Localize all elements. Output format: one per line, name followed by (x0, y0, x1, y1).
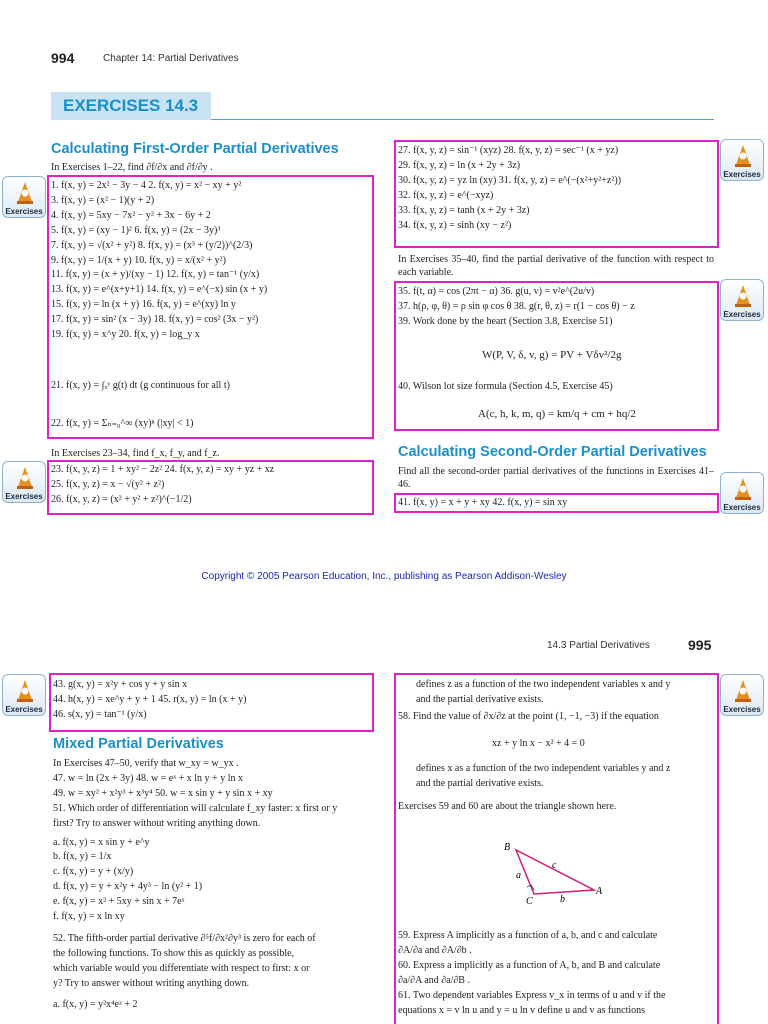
exercise-line: 32. f(x, y, z) = e^(−xyz) (398, 189, 494, 201)
vertex-label-A: A (596, 886, 603, 897)
exercise-line: 39. Work done by the heart (Section 3.8, Exercise 51) (398, 315, 613, 327)
exercise-line: 5. f(x, y) = (xy − 1)² 6. f(x, y) = (2x − 3y)³ (51, 224, 221, 236)
exercise-line: a. f(x, y) = x sin y + e^y (53, 836, 150, 848)
vertex-label-C: C (526, 896, 533, 907)
exercise-22: 22. f(x, y) = Σₙ₌₀^∞ (xy)ⁿ (|xy| < 1) (51, 418, 194, 429)
triangle-intro: Exercises 59 and 60 are about the triangle shown here. (398, 801, 617, 812)
side-label-b: b (560, 894, 565, 905)
exercise-line: d. f(x, y) = y + x²y + 4y³ − ln (y² + 1) (53, 881, 203, 893)
text-line: and the partial derivative exists. (416, 777, 544, 789)
tutor-figure-icon (733, 678, 753, 703)
exercises-button-label: Exercises (5, 705, 43, 714)
exercise-line: 4. f(x, y) = 5xy − 7x² − y² + 3x − 6y + 2 (51, 209, 211, 221)
exercises-button-label: Exercises (723, 705, 761, 714)
exercise-line: 7. f(x, y) = √(x² + y²) 8. f(x, y) = (x³ + (y/2))^(2/3) (51, 239, 253, 251)
section-heading-second-order: Calculating Second-Order Partial Derivatives (398, 444, 707, 460)
tutor-figure-icon (15, 465, 35, 490)
right-mid-text (416, 762, 670, 792)
copyright-notice: Copyright © 2005 Pearson Education, Inc., publishing as Pearson Addison-Wesley (201, 571, 567, 582)
exercise-line: 51. Which order of differentiation will calculate f_xy faster: x first or y (53, 802, 338, 814)
exercise-list-1-20 (51, 179, 267, 343)
tutor-figure-icon (733, 283, 753, 308)
right-top-text (398, 678, 670, 725)
intro-41-46: Find all the second-order partial derivatives of the functions in Exercises 41–46. (398, 466, 714, 490)
exercise-list-23-26 (51, 463, 274, 508)
exercise-line: 37. h(ρ, φ, θ) = ρ sin φ cos θ 38. g(r, θ, z) = r(1 − cos θ) − z (398, 300, 635, 312)
exercises-button[interactable] (720, 139, 764, 181)
exercise-line: 35. f(t, α) = cos (2πt − α) 36. g(u, v) = v²e^(2u/v) (398, 286, 595, 297)
formula-40: A(c, h, k, m, q) = km/q + cm + hq/2 (478, 408, 636, 420)
exercise-line: c. f(x, y) = y + (x/y) (53, 866, 134, 878)
right-bottom-text (398, 929, 665, 1018)
exercise-list-35-39 (398, 285, 635, 330)
page-number: 994 (51, 50, 75, 66)
banner-rule (211, 119, 714, 120)
exercise-line: y? Try to answer without writing anything down. (53, 977, 250, 989)
exercise-line: 47. w = ln (2x + 3y) 48. w = eˣ + x ln y + y ln x (53, 772, 243, 784)
text-line: defines x as a function of the two independent variables y and z (416, 763, 671, 774)
exercise-line: 44. h(x, y) = xe^y + y + 1 45. r(x, y) = ln (x + y) (53, 693, 247, 705)
text-line: ∂A/∂a and ∂A/∂b . (398, 944, 472, 956)
exercise-line: 25. f(x, y, z) = x − √(y² + z²) (51, 478, 165, 490)
exercises-button[interactable] (2, 461, 46, 503)
exercise-line: 43. g(x, y) = x²y + cos y + y sin x (53, 679, 188, 690)
side-label-c: c (552, 860, 557, 871)
exercise-21: 21. f(x, y) = ∫ₓʸ g(t) dt (g continuous for all t) (51, 380, 230, 391)
exercises-button[interactable] (2, 674, 46, 716)
exercises-button-label: Exercises (5, 207, 43, 216)
exercise-list-43-46 (53, 678, 246, 723)
exercise-line: 9. f(x, y) = 1/(x + y) 10. f(x, y) = x/(x² + y²) (51, 254, 226, 266)
text-line: ∂a/∂A and ∂a/∂B . (398, 974, 470, 986)
exercise-line: 11. f(x, y) = (x + y)/(xy − 1) 12. f(x, y) = tan⁻¹ (y/x) (51, 269, 260, 281)
text-line: 58. Find the value of ∂x/∂z at the point (1, −1, −3) if the equation (398, 710, 659, 722)
text-line: equations x = v ln u and y = u ln v define u and v as functions (398, 1004, 646, 1016)
exercise-line: 26. f(x, y, z) = (x² + y² + z²)^(−1/2) (51, 493, 192, 505)
exercise-line: first? Try to answer without writing anything down. (53, 817, 261, 829)
tutor-figure-icon (15, 180, 35, 205)
exercise-40: 40. Wilson lot size formula (Section 4.5, Exercise 45) (398, 381, 613, 392)
exercise-line: 19. f(x, y) = x^y 20. f(x, y) = log_y x (51, 329, 200, 341)
exercise-list-27-34 (398, 144, 621, 233)
chapter-title: Chapter 14: Partial Derivatives (103, 53, 239, 64)
exercise-line: the following functions. To show this as quickly as possible, (53, 947, 295, 959)
intro-1-22: In Exercises 1–22, find ∂f/∂x and ∂f/∂y . (51, 162, 213, 173)
tutor-figure-icon (733, 143, 753, 168)
exercises-button[interactable] (720, 472, 764, 514)
section-heading-mixed: Mixed Partial Derivatives (53, 736, 224, 752)
triangle-diagram (500, 838, 610, 908)
exercises-button-label: Exercises (723, 170, 761, 179)
running-header: 14.3 Partial Derivatives (547, 640, 650, 651)
exercises-button-label: Exercises (723, 310, 761, 319)
text-line: 59. Express A implicitly as a function of a, b, and c and calculate (398, 930, 658, 941)
exercise-line: 34. f(x, y, z) = sinh (xy − z²) (398, 219, 512, 231)
exercise-line: a. f(x, y) = y²x⁴eˣ + 2 (53, 998, 138, 1010)
exercise-line: e. f(x, y) = x² + 5xy + sin x + 7eˣ (53, 896, 185, 908)
exercise-line: 3. f(x, y) = (x² − 1)(y + 2) (51, 194, 155, 206)
exercise-line: which variable would you differentiate with respect to first: x or (53, 962, 310, 974)
exercise-line: 17. f(x, y) = sin² (x − 3y) 18. f(x, y) = cos² (3x − y²) (51, 314, 259, 326)
exercises-button-label: Exercises (723, 503, 761, 512)
exercise-line: 13. f(x, y) = e^(x+y+1) 14. f(x, y) = e^(−x) sin (x + y) (51, 284, 268, 296)
equation-58: xz + y ln x − x² + 4 = 0 (492, 738, 585, 749)
exercise-line: f. f(x, y) = x ln xy (53, 911, 125, 923)
formula-39: W(P, V, δ, v, g) = PV + Vδv²/2g (482, 349, 622, 361)
exercises-button-label: Exercises (5, 492, 43, 501)
tutor-figure-icon (15, 678, 35, 703)
intro-35-40: In Exercises 35–40, find the partial derivative of the function with respect to each variable. (398, 254, 714, 278)
vertex-label-B: B (504, 842, 511, 853)
section-heading-first-order: Calculating First-Order Partial Derivatives (51, 141, 339, 157)
exercise-line: 27. f(x, y, z) = sin⁻¹ (xyz) 28. f(x, y, z) = sec⁻¹ (x + yz) (398, 145, 619, 156)
exercise-line: 30. f(x, y, z) = yz ln (xy) 31. f(x, y, z) = e^(−(x²+y²+z²)) (398, 174, 622, 186)
mixed-exercise-list (53, 757, 337, 1013)
exercises-title: EXERCISES 14.3 (63, 96, 199, 115)
exercise-line: 15. f(x, y) = ln (x + y) 16. f(x, y) = e^(xy) ln y (51, 299, 236, 311)
page-number: 995 (688, 637, 712, 653)
exercise-line: 29. f(x, y, z) = ln (x + 2y + 3z) (398, 159, 521, 171)
intro-23-34: In Exercises 23–34, find f_x, f_y, and f_z. (51, 448, 220, 459)
text-line: defines z as a function of the two independent variables x and y (416, 679, 671, 690)
exercises-button[interactable] (720, 279, 764, 321)
exercises-button[interactable] (720, 674, 764, 716)
text-line: 61. Two dependent variables Express v_x in terms of u and v if the (398, 989, 666, 1001)
side-label-a: a (516, 870, 521, 881)
exercise-line: In Exercises 47–50, verify that w_xy = w_yx . (53, 758, 239, 769)
exercise-line: 52. The fifth-order partial derivative ∂⁵f/∂x²∂y³ is zero for each of (53, 932, 316, 944)
exercises-button[interactable] (2, 176, 46, 218)
text-line: and the partial derivative exists. (416, 693, 544, 705)
text-line: 60. Express a implicitly as a function of A, b, and B and calculate (398, 959, 661, 971)
exercise-line: b. f(x, y) = 1/x (53, 851, 112, 863)
exercise-line: 49. w = xy² + x²y³ + x³y⁴ 50. w = x sin y + y sin x + xy (53, 787, 273, 799)
exercise-line: 23. f(x, y, z) = 1 + xy² − 2z² 24. f(x, y, z) = xy + yz + xz (51, 464, 275, 475)
tutor-figure-icon (733, 476, 753, 501)
exercise-line: 1. f(x, y) = 2x² − 3y − 4 2. f(x, y) = x² − xy + y² (51, 180, 242, 191)
exercise-41-42: 41. f(x, y) = x + y + xy 42. f(x, y) = sin xy (398, 497, 568, 508)
exercise-line: 33. f(x, y, z) = tanh (x + 2y + 3z) (398, 204, 530, 216)
exercise-line: 46. s(x, y) = tan⁻¹ (y/x) (53, 708, 147, 720)
